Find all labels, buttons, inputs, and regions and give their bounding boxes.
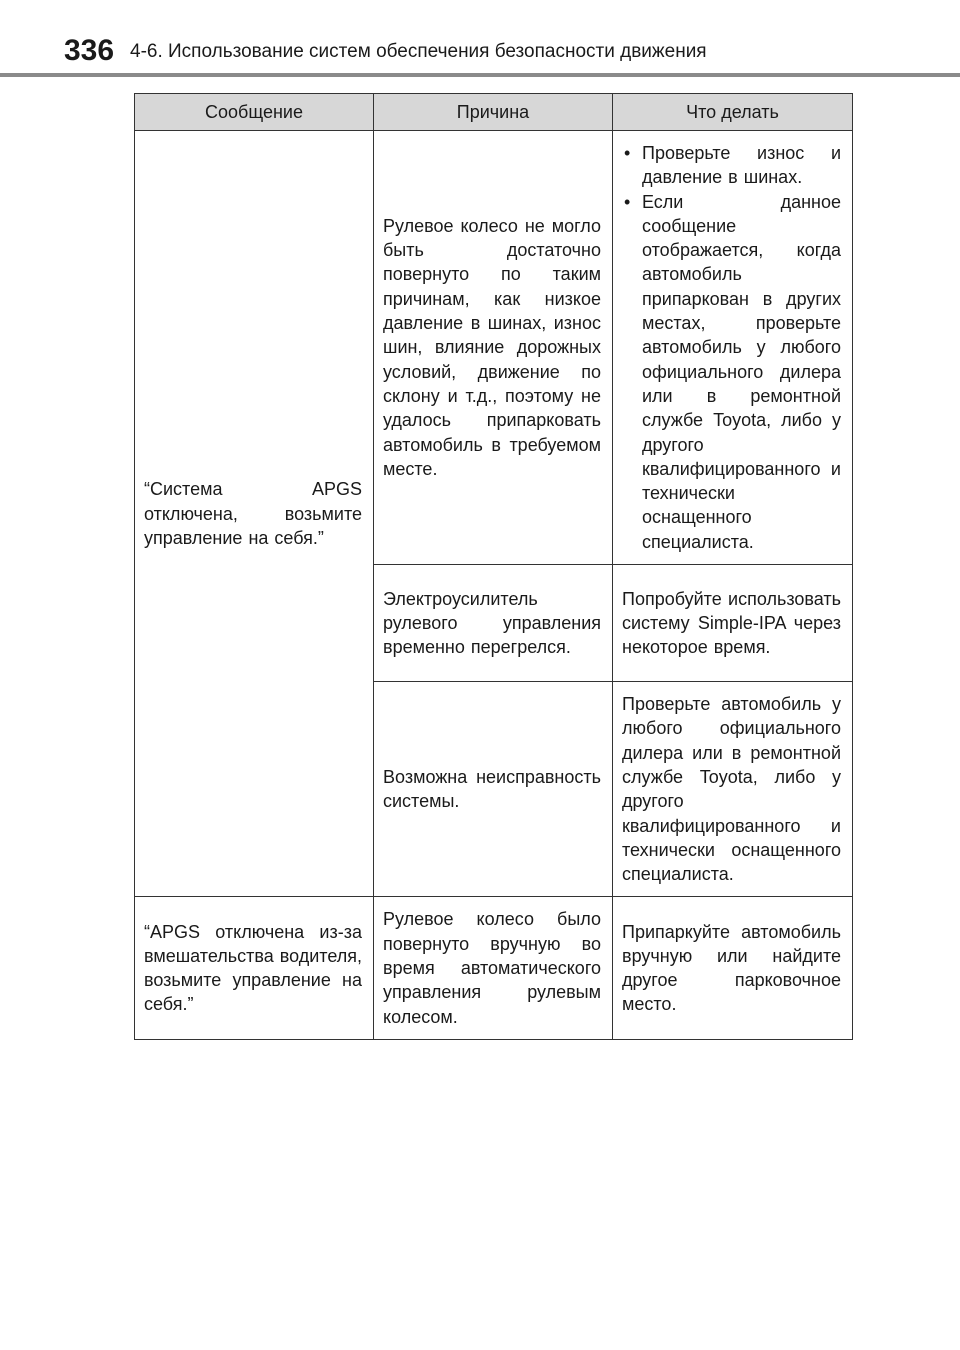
table-row — [135, 897, 853, 1039]
cause-cell: Возможна неисправность системы. — [374, 682, 613, 897]
cause-cell: Рулевое колесо было повернуто вручную во время автоматического управления рулевым колесом. — [374, 897, 613, 1039]
column-header-message: Сообщение — [135, 94, 374, 131]
message-table — [134, 93, 853, 1040]
action-cell: Припаркуйте автомобиль вручную или найдите другое парковочное место. — [613, 897, 853, 1039]
table-row — [135, 131, 853, 565]
action-cell: Проверьте автомобиль у любого официального дилера или в ремонтной службе Toyota, либо у другого квалифицированного и технически оснащенного специалиста. — [613, 682, 853, 897]
table-header-row — [135, 94, 853, 131]
list-item: • Если данное сообщение отображается, когда автомобиль припаркован в других местах, проверьте автомобиль у любого официального дилера или в ремонтной службе Toyota, либо у другого квалифицированного и технически оснащенного специалиста. — [622, 190, 841, 554]
column-header-cause: Причина — [374, 94, 613, 131]
header-divider — [0, 73, 960, 77]
column-header-action: Что делать — [613, 94, 853, 131]
cause-cell: Рулевое колесо не могло быть достаточно повернуто по таким причинам, как низкое давление в шинах, износ шин, влияние дорожных условий, движение по склону и т.д., поэтому не удалось припарковать автомобиль в требуемом месте. — [374, 131, 613, 565]
action-cell: Попробуйте использовать систему Simple-IPA через некоторое время. — [613, 565, 853, 682]
action-cell — [613, 131, 853, 565]
action-list — [622, 141, 841, 554]
message-cell: “Система APGS отключена, возьмите управление на себя.” — [135, 131, 374, 897]
cause-cell: Электроусилитель рулевого управления временно перегрелся. — [374, 565, 613, 682]
list-item: • Проверьте износ и давление в шинах. — [622, 141, 841, 190]
message-cell: “APGS отключена из-за вмешательства водителя, возьмите управление на себя.” — [135, 897, 374, 1039]
page-number: 336 — [64, 34, 115, 67]
section-title: 4-6. Использование систем обеспечения безопасности движения — [130, 41, 707, 62]
